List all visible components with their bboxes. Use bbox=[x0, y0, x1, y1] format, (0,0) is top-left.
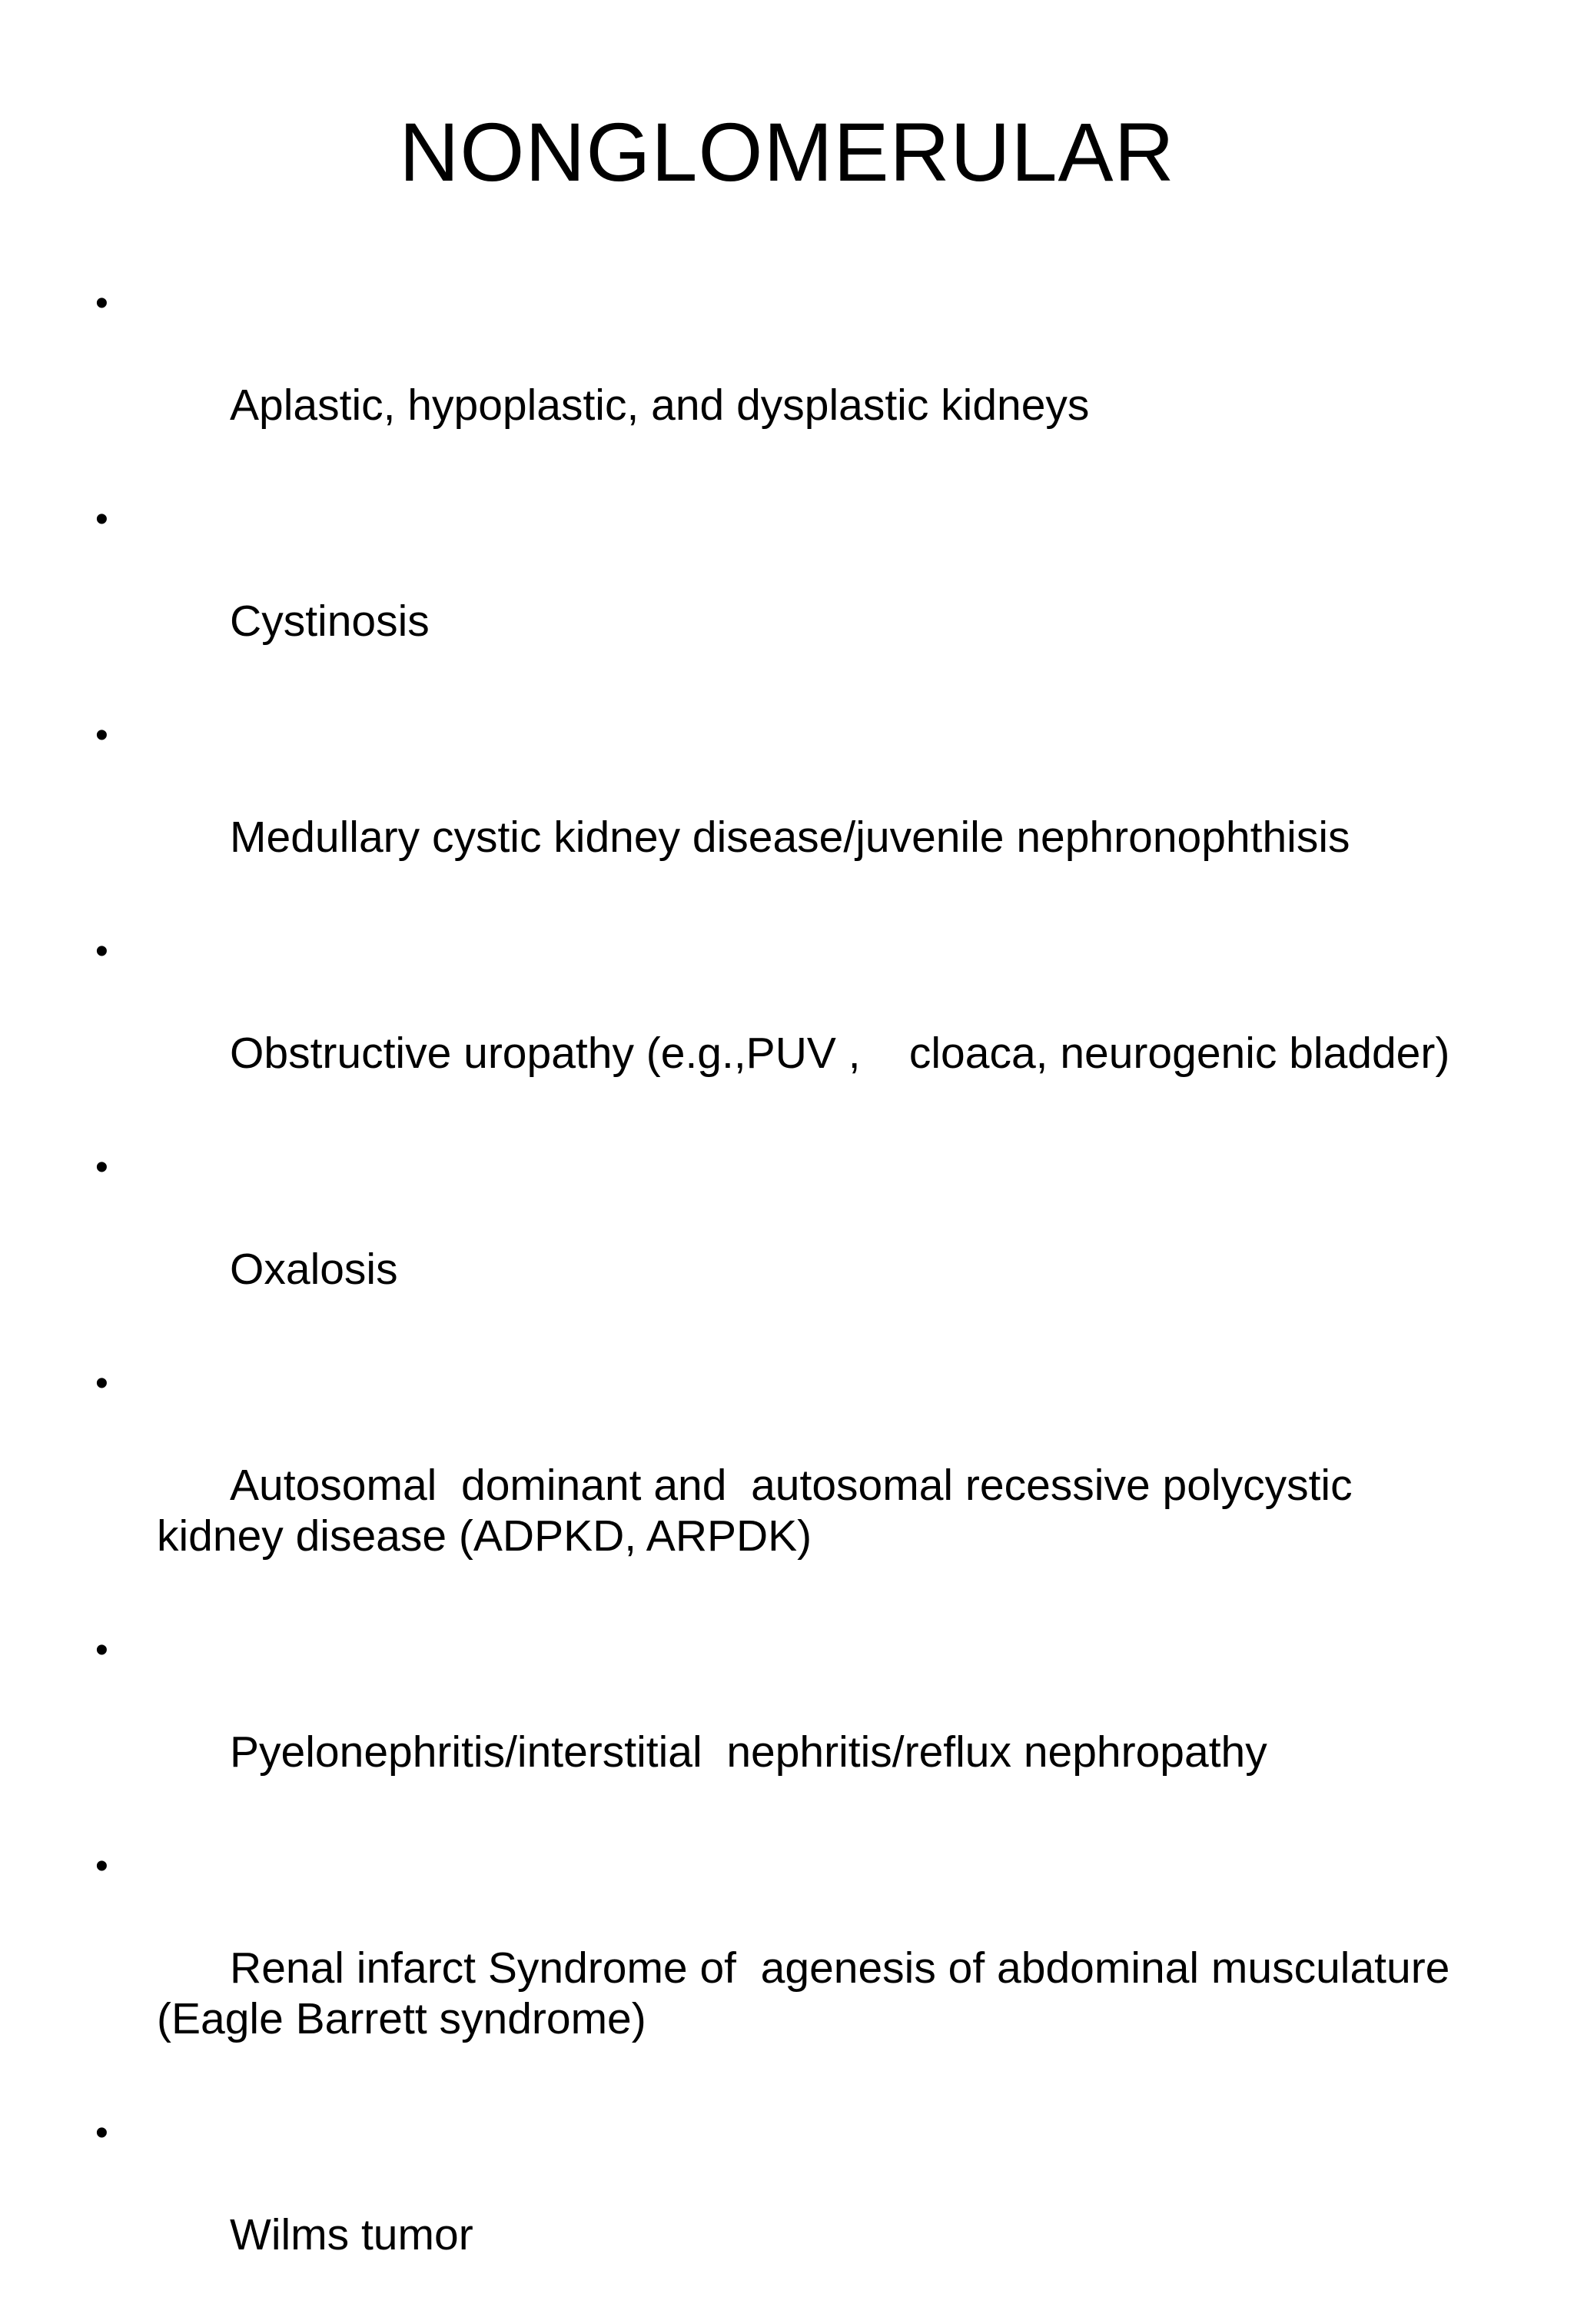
bullet-icon: • bbox=[95, 1846, 108, 1887]
list-item-text: Autosomal dominant and autosomal recessive polycystic kidney disease (ADPKD, ARPDK) bbox=[157, 1461, 1353, 1561]
list-item bbox=[92, 494, 1537, 697]
bullet-icon: • bbox=[95, 931, 108, 972]
list-item bbox=[92, 278, 1537, 481]
list-item-text: Aplastic, hypoplastic, and dysplastic kidneys bbox=[230, 381, 1090, 430]
slide-title: NONGLOMERULAR bbox=[399, 105, 1175, 198]
list-item bbox=[92, 1841, 1537, 2095]
list-item bbox=[92, 1625, 1537, 1828]
list-item bbox=[92, 926, 1537, 1129]
list-item bbox=[92, 1142, 1537, 1345]
list-item-text: Oxalosis bbox=[230, 1245, 398, 1294]
list-item-text: Pyelonephritis/interstitial nephritis/reflux nephropathy bbox=[230, 1727, 1267, 1777]
list-item-text: Cystinosis bbox=[230, 597, 430, 646]
bullet-icon: • bbox=[95, 499, 108, 540]
list-item bbox=[92, 710, 1537, 913]
bullet-icon: • bbox=[95, 1147, 108, 1188]
bullet-icon: • bbox=[95, 1630, 108, 1671]
list-item-text: Obstructive uropathy (e.g.,PUV , cloaca, neurogenic bladder) bbox=[230, 1029, 1450, 1078]
bullet-icon: • bbox=[95, 283, 108, 324]
bullet-icon: • bbox=[95, 1363, 108, 1404]
bullet-icon: • bbox=[95, 715, 108, 756]
list-item-text: Medullary cystic kidney disease/juvenile nephronophthisis bbox=[230, 813, 1350, 862]
bullet-icon: • bbox=[95, 2113, 108, 2153]
list-item-text: Renal infarct Syndrome of agenesis of abdominal musculature (Eagle Barrett syndrome) bbox=[157, 1943, 1450, 2043]
bullet-list bbox=[92, 278, 1537, 2324]
list-item bbox=[92, 2108, 1537, 2311]
list-item-text: Wilms tumor bbox=[230, 2210, 473, 2259]
list-item bbox=[92, 1358, 1537, 1612]
